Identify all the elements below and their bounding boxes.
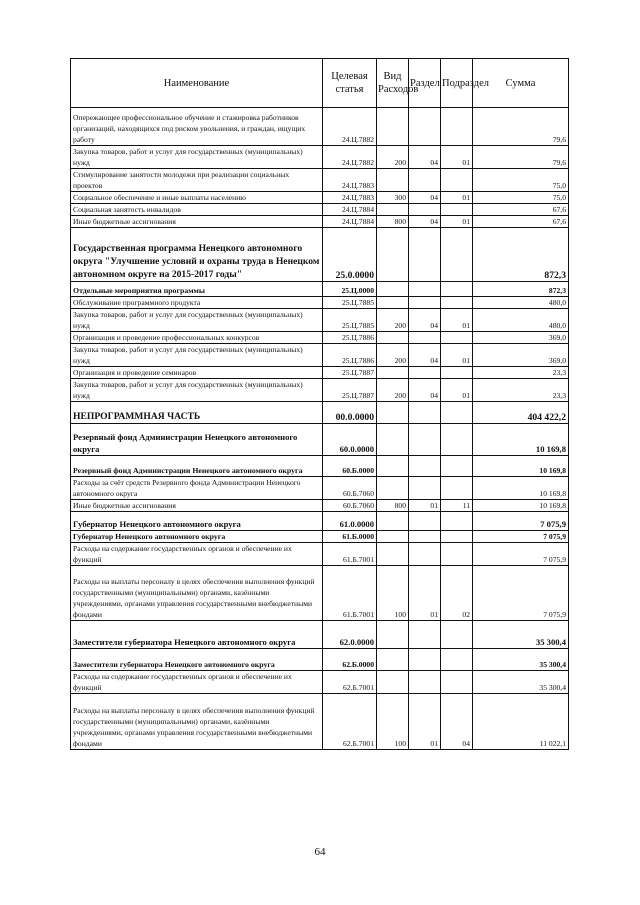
row-type — [377, 649, 409, 671]
table-row — [71, 456, 569, 477]
row-type — [377, 367, 409, 379]
row-section: 04 — [409, 192, 441, 204]
table-row — [71, 344, 569, 367]
row-sum: 10 169,8 — [473, 456, 569, 477]
row-sum: 79,6 — [473, 108, 569, 146]
table-row — [71, 500, 569, 512]
row-sum: 75,0 — [473, 192, 569, 204]
row-type — [377, 228, 409, 282]
row-section: 01 — [409, 566, 441, 621]
row-subsection — [441, 621, 473, 649]
row-sum: 872,3 — [473, 282, 569, 297]
table-header-row — [71, 59, 569, 108]
row-section — [409, 367, 441, 379]
row-type: 200 — [377, 379, 409, 402]
row-name: Организация и проведение профессиональных конкурсов — [71, 332, 323, 344]
row-subsection — [441, 402, 473, 424]
table-row — [71, 694, 569, 750]
row-name: Заместители губернатора Ненецкого автономного округа — [71, 621, 323, 649]
row-name: Расходы на содержание государственных органов и обеспечение их функций — [71, 543, 323, 566]
header-type: Вид Расходов — [377, 59, 409, 108]
table-row — [71, 108, 569, 146]
table-row — [71, 146, 569, 169]
row-section — [409, 282, 441, 297]
header-sum: Сумма — [473, 59, 569, 108]
row-section — [409, 649, 441, 671]
row-type: 200 — [377, 344, 409, 367]
row-section — [409, 169, 441, 192]
row-subsection — [441, 512, 473, 531]
row-sum: 10 169,8 — [473, 424, 569, 456]
table-row — [71, 216, 569, 228]
row-target: 24.Ц.7883 — [323, 192, 377, 204]
row-sum: 7 075,9 — [473, 543, 569, 566]
row-type: 300 — [377, 192, 409, 204]
row-sum: 10 169,8 — [473, 500, 569, 512]
table-row — [71, 477, 569, 500]
row-subsection — [441, 456, 473, 477]
row-name: Организация и проведение семинаров — [71, 367, 323, 379]
row-type — [377, 332, 409, 344]
row-subsection — [441, 367, 473, 379]
table-row — [71, 169, 569, 192]
row-type — [377, 108, 409, 146]
row-type — [377, 456, 409, 477]
table-row — [71, 379, 569, 402]
row-name: Государственная программа Ненецкого автономного округа "Улучшение условий и охраны труда в Ненецком автономном округе на 2015-2017 годы" — [71, 228, 323, 282]
row-section — [409, 402, 441, 424]
row-section — [409, 671, 441, 694]
header-name: Наименование — [71, 59, 323, 108]
row-section: 04 — [409, 216, 441, 228]
row-subsection: 01 — [441, 216, 473, 228]
row-section: 01 — [409, 694, 441, 750]
row-section: 04 — [409, 379, 441, 402]
row-name: Обслуживание программного продукта — [71, 297, 323, 309]
row-target: 62.Б.7001 — [323, 671, 377, 694]
row-name: Расходы на выплаты персоналу в целях обеспечения выполнения функций государственными (муниципальными) органами, казёнными учреждениями, органами управления государственными внебюджетными фондами — [71, 566, 323, 621]
row-section: 04 — [409, 309, 441, 332]
row-sum: 67,6 — [473, 204, 569, 216]
row-type — [377, 543, 409, 566]
row-target: 61.Б.7001 — [323, 543, 377, 566]
row-section — [409, 512, 441, 531]
row-sum: 35 300,4 — [473, 649, 569, 671]
row-subsection: 01 — [441, 379, 473, 402]
row-subsection — [441, 169, 473, 192]
page-number: 64 — [314, 846, 326, 858]
row-subsection: 01 — [441, 146, 473, 169]
row-subsection — [441, 228, 473, 282]
row-section: 01 — [409, 500, 441, 512]
row-type — [377, 282, 409, 297]
row-subsection — [441, 477, 473, 500]
table-row — [71, 424, 569, 456]
row-type: 200 — [377, 309, 409, 332]
row-type: 800 — [377, 500, 409, 512]
row-name: Губернатор Ненецкого автономного округа — [71, 531, 323, 543]
row-target: 24.Ц.7882 — [323, 146, 377, 169]
row-type — [377, 169, 409, 192]
row-target: 60.0.0000 — [323, 424, 377, 456]
row-type — [377, 512, 409, 531]
table-row — [71, 367, 569, 379]
table-row — [71, 531, 569, 543]
header-subsection: Подраздел — [441, 59, 473, 108]
budget-table — [70, 58, 569, 750]
row-sum: 35 300,4 — [473, 621, 569, 649]
row-target: 60.Б.7060 — [323, 477, 377, 500]
row-section — [409, 228, 441, 282]
row-target: 25.0.0000 — [323, 228, 377, 282]
row-target: 25.Ц.7885 — [323, 309, 377, 332]
row-sum: 7 075,9 — [473, 566, 569, 621]
row-name: Закупка товаров, работ и услуг для государственных (муниципальных) нужд — [71, 309, 323, 332]
row-section — [409, 621, 441, 649]
row-name: Расходы на содержание государственных органов и обеспечение их функций — [71, 671, 323, 694]
row-type — [377, 297, 409, 309]
row-name: Закупка товаров, работ и услуг для государственных (муниципальных) нужд — [71, 344, 323, 367]
header-section: Раздел — [409, 59, 441, 108]
row-subsection: 01 — [441, 344, 473, 367]
row-sum: 67,6 — [473, 216, 569, 228]
row-target: 25.Ц.0000 — [323, 282, 377, 297]
row-name: Резервный фонд Администрации Ненецкого автономного округа — [71, 424, 323, 456]
row-target: 25.Ц.7887 — [323, 379, 377, 402]
row-name: Резервный фонд Администрации Ненецкого автономного округа — [71, 456, 323, 477]
row-type: 800 — [377, 216, 409, 228]
row-name: Закупка товаров, работ и услуг для государственных (муниципальных) нужд — [71, 379, 323, 402]
row-target: 60.Б.7060 — [323, 500, 377, 512]
row-subsection — [441, 282, 473, 297]
row-target: 24.Ц.7884 — [323, 204, 377, 216]
row-section — [409, 531, 441, 543]
table-row — [71, 566, 569, 621]
row-name: Закупка товаров, работ и услуг для государственных (муниципальных) нужд — [71, 146, 323, 169]
row-subsection — [441, 297, 473, 309]
row-target: 00.0.0000 — [323, 402, 377, 424]
header-target: Целевая статья — [323, 59, 377, 108]
row-section: 04 — [409, 344, 441, 367]
row-type — [377, 477, 409, 500]
row-target: 62.0.0000 — [323, 621, 377, 649]
row-name: Заместители губернатора Ненецкого автономного округа — [71, 649, 323, 671]
row-name: Иные бюджетные ассигнования — [71, 216, 323, 228]
row-subsection — [441, 204, 473, 216]
row-type — [377, 621, 409, 649]
row-name: Опережающее профессиональное обучение и стажировка работников организаций, находящихся под риском увольнения, и граждан, ищущих работу — [71, 108, 323, 146]
table-row — [71, 402, 569, 424]
row-subsection: 04 — [441, 694, 473, 750]
row-name: Социальное обеспечение и иные выплаты населению — [71, 192, 323, 204]
table-row — [71, 297, 569, 309]
row-section — [409, 424, 441, 456]
row-target: 25.Ц.7886 — [323, 344, 377, 367]
row-target: 61.Б.0000 — [323, 531, 377, 543]
row-subsection — [441, 424, 473, 456]
row-type — [377, 424, 409, 456]
row-target: 61.0.0000 — [323, 512, 377, 531]
table-row — [71, 543, 569, 566]
row-name: Социальная занятость инвалидов — [71, 204, 323, 216]
row-target: 62.Б.0000 — [323, 649, 377, 671]
row-section — [409, 204, 441, 216]
row-sum: 369,0 — [473, 344, 569, 367]
row-type — [377, 402, 409, 424]
row-sum: 872,3 — [473, 228, 569, 282]
row-target: 25.Ц.7886 — [323, 332, 377, 344]
row-name: Расходы на выплаты персоналу в целях обеспечения выполнения функций государственными (муниципальными) органами, казёнными учреждениями, органами управления государственными внебюджетными фондами — [71, 694, 323, 750]
row-type — [377, 531, 409, 543]
row-name: Расходы за счёт средств Резервного фонда Администрации Ненецкого автономного округа — [71, 477, 323, 500]
row-name: Стимулирование занятости молодежи при реализации социальных проектов — [71, 169, 323, 192]
table-row — [71, 621, 569, 649]
row-sum: 35 300,4 — [473, 671, 569, 694]
table-row — [71, 512, 569, 531]
row-target: 24.Ц.7883 — [323, 169, 377, 192]
row-subsection — [441, 649, 473, 671]
table-row — [71, 309, 569, 332]
row-subsection: 11 — [441, 500, 473, 512]
row-type: 100 — [377, 566, 409, 621]
table-row — [71, 228, 569, 282]
row-section — [409, 297, 441, 309]
row-sum: 480,0 — [473, 297, 569, 309]
row-sum: 79,6 — [473, 146, 569, 169]
row-sum: 23,3 — [473, 379, 569, 402]
row-section — [409, 108, 441, 146]
row-subsection — [441, 108, 473, 146]
row-type — [377, 671, 409, 694]
table-row — [71, 332, 569, 344]
row-target: 25.Ц.7887 — [323, 367, 377, 379]
row-target: 24.Ц.7884 — [323, 216, 377, 228]
row-subsection: 01 — [441, 192, 473, 204]
row-target: 25.Ц.7885 — [323, 297, 377, 309]
row-section: 04 — [409, 146, 441, 169]
table-row — [71, 671, 569, 694]
row-sum: 10 169,8 — [473, 477, 569, 500]
table-row — [71, 649, 569, 671]
row-sum: 480,0 — [473, 309, 569, 332]
row-subsection — [441, 671, 473, 694]
row-subsection — [441, 531, 473, 543]
row-section — [409, 456, 441, 477]
row-type: 100 — [377, 694, 409, 750]
row-section — [409, 543, 441, 566]
row-subsection — [441, 543, 473, 566]
row-subsection: 01 — [441, 309, 473, 332]
row-target: 62.Б.7001 — [323, 694, 377, 750]
row-name: Иные бюджетные ассигнования — [71, 500, 323, 512]
row-sum: 369,0 — [473, 332, 569, 344]
row-sum: 7 075,9 — [473, 512, 569, 531]
table-body — [71, 108, 569, 750]
table-row — [71, 204, 569, 216]
row-target: 61.Б.7001 — [323, 566, 377, 621]
row-target: 60.Б.0000 — [323, 456, 377, 477]
row-target: 24.Ц.7882 — [323, 108, 377, 146]
row-subsection — [441, 332, 473, 344]
row-name: Отдельные мероприятия программы — [71, 282, 323, 297]
table-row — [71, 192, 569, 204]
row-name: НЕПРОГРАММНАЯ ЧАСТЬ — [71, 402, 323, 424]
row-sum: 75,0 — [473, 169, 569, 192]
row-sum: 11 022,1 — [473, 694, 569, 750]
row-name: Губернатор Ненецкого автономного округа — [71, 512, 323, 531]
row-type — [377, 204, 409, 216]
row-section — [409, 332, 441, 344]
table-row — [71, 282, 569, 297]
row-sum: 7 075,9 — [473, 531, 569, 543]
row-type: 200 — [377, 146, 409, 169]
row-subsection: 02 — [441, 566, 473, 621]
row-section — [409, 477, 441, 500]
row-sum: 23,3 — [473, 367, 569, 379]
row-sum: 404 422,2 — [473, 402, 569, 424]
